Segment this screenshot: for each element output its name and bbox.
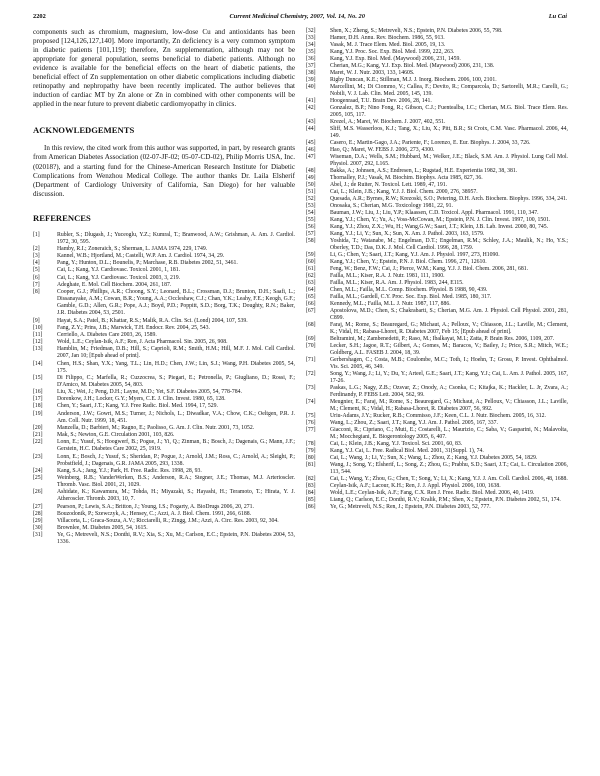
reference-number: [18] xyxy=(33,403,43,410)
reference-item xyxy=(33,411,295,425)
reference-text: Kang, Y.J.; Zhou, Z.X.; Wu, H.; Wang,G.W.; Saari, J.T.; Klein, J.B. Lab. Invest. 2000, 80, 745. xyxy=(330,224,549,230)
reference-item xyxy=(306,497,568,504)
reference-text: Feng, W.; Benz, F.W.; Cai, J.; Pierce, W.M.; Kang, Y.J. J. Biol. Chem. 2006, 281, 681. xyxy=(330,266,529,272)
reference-text: Wold, L.E.; Ceylan-Isik, A.F.; Fang, C.X. Ren J. Free. Radic. Biol. Med. 2006, 40, 1419. xyxy=(330,490,535,496)
reference-number: [39] xyxy=(306,77,316,83)
reference-text: Lonn, E.; Bosch, J.; Yusuf, S.; Sheridan, P.; Pogue, J.; Arnold, J.M.; Ross, C.; Arnold, A.; Sleight, P.; Probstfield, J.; Dagenais, G.R. JAMA 2005, 293, 1338. xyxy=(57,453,295,467)
reference-item xyxy=(306,490,568,497)
reference-number: [37] xyxy=(306,63,316,69)
reference-item xyxy=(306,105,568,119)
reference-text: Thornalley, P.J.; Vasak, M. Biochim. Biophys. Acta 1985, 827, 36. xyxy=(330,175,483,181)
reference-text: Uriu-Adams, J.Y.; Rucker, R.B.; Commisso, J.F.; Keen, C.L. J. Nutr. Biochem. 2005, 16, 312. xyxy=(330,413,546,419)
reference-text: Cai, L.; Kang, Y.J. Cardiovasc. Toxicol. 2003, 3, 219. xyxy=(57,274,181,281)
reference-text: Ye, G.; Metreveli, N.S.; Donthi, R.V.; Xia, S.; Xu, M.; Carlson, E.C.; Epstein, P.N. Diabetes 2004, 53, 1336. xyxy=(57,532,295,546)
reference-text: Chen, H.S.; Shan, Y.X.; Yang, T.L.; Lin, H.D.; Chen, J.W.; Lin, S.J.; Wang, P.H. Diabetes 2005, 54, 175. xyxy=(57,360,295,374)
reference-item xyxy=(33,275,295,282)
reference-item xyxy=(306,308,568,322)
reference-number: [58] xyxy=(306,238,316,244)
reference-number: [59] xyxy=(306,252,316,258)
reference-number: [12] xyxy=(33,339,43,346)
reference-item xyxy=(33,396,295,403)
reference-item xyxy=(33,454,295,468)
reference-item xyxy=(306,84,568,98)
reference-number: [33] xyxy=(306,35,316,41)
reference-text: Manzella, D.; Barbieri, M.; Ragno, E.; Paolisso, G. Am. J. Clin. Nutr. 2001, 73, 1052. xyxy=(57,424,255,431)
reference-text: Cai, L.; Kang, Y.J. Cardiovasc. Toxicol. 2001, 1, 181. xyxy=(57,267,181,274)
reference-number: [77] xyxy=(306,427,316,433)
reference-number: [78] xyxy=(306,441,316,447)
reference-number: [45] xyxy=(306,140,316,146)
reference-text: Kang, Y.J. Proc. Soc. Exp. Biol. Med. 1999, 222, 263. xyxy=(330,49,455,55)
reference-number: [30] xyxy=(33,525,43,532)
reference-number: [80] xyxy=(306,455,316,461)
reference-number: [86] xyxy=(306,504,316,510)
reference-text: Bakka, A.; Johnsen, A.S.; Endresen, L.; Rugstad, H.E. Experientia 1982, 38, 381. xyxy=(330,168,518,174)
reference-number: [57] xyxy=(306,231,316,237)
reference-item xyxy=(306,147,568,154)
reference-text: Ceylan-Isik, A.F.; Lacour, K.H.; Ren, J. J. Appl. Physiol. 2006, 100, 1638. xyxy=(330,483,501,489)
reference-number: [49] xyxy=(306,175,316,181)
reference-text: Di Filippo, C.; Marfella, R.; Cuzzocrea, S.; Piegari, E.; Petronella, P.; Giugliano, D.; Rossi, F.; D'Amico, M. Diabetes 2005, 54, 803. xyxy=(57,374,295,388)
reference-item xyxy=(33,375,295,389)
reference-text: Beltramini, M.; Zambenedetti, P.; Raso, M.; Ibalkayat, M.I.; Zatta, P. Brain Res. 2006, 1109, 207. xyxy=(330,336,555,342)
reference-text: Ye, G.; Metreveli, N.S.; Ren, J.; Epstein, P.N. Diabetes 2003, 52, 777. xyxy=(330,504,491,510)
reference-text: Fang, Z.Y.; Prins, J.B.; Marwick, T.H. Endocr. Rev. 2004, 25, 543. xyxy=(57,324,210,331)
reference-item xyxy=(306,399,568,413)
reference-number: [26] xyxy=(33,489,43,496)
reference-item xyxy=(306,448,568,455)
reference-item xyxy=(306,203,568,210)
reference-item xyxy=(306,63,568,70)
reference-number: [5] xyxy=(33,267,40,274)
reference-text: Rigby Duncan, K.E.; Stillman, M.J. J. Inorg. Biochem. 2006, 100, 2101. xyxy=(330,77,497,83)
reference-number: [46] xyxy=(306,147,316,153)
reference-text: Kang, Y.J. Exp. Biol. Med. (Maywood) 2006, 231, 1459. xyxy=(330,56,461,62)
reference-item xyxy=(306,77,568,84)
reference-item xyxy=(33,518,295,525)
reference-text: Liang, Q.; Carlson, E.C.; Donthi, R.V.; Kralik, P.M.; Shen, X.; Epstein, P.N. Diabetes 2002, 51, 174. xyxy=(330,497,561,503)
reference-item xyxy=(306,182,568,189)
reference-number: [67] xyxy=(306,308,316,314)
reference-text: Hoogenraad, T.U. Brain Dev. 2006, 28, 141. xyxy=(330,98,432,104)
reference-number: [31] xyxy=(33,532,43,539)
reference-text: Kang, Y.J.; Chen, Y.; Yu, A.; Voss-McCowan, M.; Epstein, P.N. J. Clin. Invest. 1997, 100, 1501. xyxy=(330,217,551,223)
reference-text: Cai, L.; Klein, J.B.; Kang, Y.J. J. Biol. Chem. 2000, 276, 38957. xyxy=(330,189,478,195)
reference-text: Krezel, A.; Maret, W. Biochem. J. 2007, 402, 551. xyxy=(330,119,446,125)
reference-text: Cai, L.; Klein, J.B.; Kang, Y.J. Toxicol. Sci. 2001, 60, 83. xyxy=(330,441,463,447)
reference-text: Hamblin, M.; Friedman, D.B.; Hill, S.; Caprioli, R.M.; Smith, H.M.; Hill, M.F. J. Mol. Cell Cardiol. 2007, Jan 10; [Epub ahead of print]. xyxy=(57,346,295,360)
reference-item xyxy=(33,489,295,503)
reference-text: Hao, Q.; Maret, W. FEBS J. 2006, 273, 4300. xyxy=(330,147,435,153)
reference-item xyxy=(306,168,568,175)
reference-text: Kannel, W.B.; Hjortland, M.; Castelli, W.P. Am. J. Cardiol. 1974, 34, 29. xyxy=(57,253,225,260)
reference-text: Li, G.; Chen, Y.; Saari, J.T.; Kang, Y.J. Am. J. Physiol. 1997, 273, H1090. xyxy=(330,252,500,258)
reference-item xyxy=(306,210,568,217)
reference-text: Cooper, G.J.; Phillips, A.R.; Choong, S.Y.; Leonard, B.L.; Crossman, D.J.; Brunton, D.H.; Saafi, L.; Dissanayake, A.M.; Cowan, B.R.; Young, A.A.; Occleshaw, C.J.; Chan, Y.K.; Leahy, F.E.; Keogh, G.F.; Gamble, G.D.; Allen, G.R.; Pope, A.J.; Boyd, P.D.; Poppitt, S.D.; Borg, T.K.; Doughty, R.N.; Baker, J.R. Diabetes 2004, 53, 2501. xyxy=(57,288,295,317)
reference-item xyxy=(33,282,295,289)
reference-number: [48] xyxy=(306,168,316,174)
reference-number: [82] xyxy=(306,476,316,482)
reference-item xyxy=(306,322,568,336)
reference-item xyxy=(306,385,568,399)
reference-text: Paskas, L.G.; Nagy, Z.B.; Ozsvar, Z.; Onody, A.; Csonka, C.; Kitajka, K.; Hackler, L. Jr, Zvara, A.; Ferdinandy, P. FEBS Lett. 2004, 562, 99. xyxy=(330,385,568,398)
reference-text: Bauman, J.W.; Liu, J.; Liu, Y.P.; Klaassen, C.D. Toxicol. Appl. Pharmacol. 1991, 110, 347. xyxy=(330,210,539,216)
reference-text: Sliff, M.S. Wasserloos, K.J.; Tang, X.; Liu, X.; Pitt, B.R.; St Croix, C.M. Vasc. Pharmacol. 2006, 44, 149. xyxy=(330,126,568,139)
reference-number: [9] xyxy=(33,317,40,324)
reference-item xyxy=(306,336,568,343)
reference-number: [29] xyxy=(33,517,43,524)
reference-text: Wang, L.; Zhou, Z.; Saari, J.T.; Kang, Y.J. Am. J. Pathol. 2005, 167, 337. xyxy=(330,420,498,426)
reference-item xyxy=(306,371,568,385)
reference-item xyxy=(306,119,568,126)
reference-number: [15] xyxy=(33,374,43,381)
reference-text: Anderson, J.W.; Gowri, M.S.; Turner, J.; Nichols, L.; Diwadkar, V.A.; Chow, C.K.; Oeltgen, P.R. J. Am. Coll. Nutr. 1999, 18, 451. xyxy=(57,410,295,424)
reference-text: Adeghate, E. Mol. Cell Biochem. 2004, 261, 187. xyxy=(57,281,172,288)
reference-number: [64] xyxy=(306,287,316,293)
reference-number: [42] xyxy=(306,105,316,111)
reference-item xyxy=(33,439,295,453)
reference-text: Shen, X.; Zheng, S.; Metreveli, N.S.; Epstein, P.N. Diabetes 2006, 55, 798. xyxy=(330,28,503,34)
reference-number: [17] xyxy=(33,396,43,403)
reference-number: [13] xyxy=(33,346,43,353)
reference-text: Song, Y.; Wang, J.; Li, Y.; Du, Y.; Arteel, G.E.; Saari, J.T.; Kang, Y.J.; Cai, L. Am. J. Pathol. 2005, 167, 17-26. xyxy=(330,371,568,384)
reference-item xyxy=(306,343,568,357)
reference-number: [7] xyxy=(33,281,40,288)
reference-item xyxy=(33,504,295,511)
reference-text: Liu, X.; Wei, J.; Peng, D.H.; Layne, M.D.; Yet, S.F. Diabetes 2005, 54, 778-784. xyxy=(57,389,242,396)
reference-number: [51] xyxy=(306,189,316,195)
reference-number: [16] xyxy=(33,389,43,396)
reference-item xyxy=(33,346,295,360)
reference-number: [60] xyxy=(306,259,316,265)
reference-number: [72] xyxy=(306,371,316,377)
reference-item xyxy=(306,28,568,35)
reference-number: [53] xyxy=(306,203,316,209)
reference-text: Hamby, R.I.; Zoneraich, S.; Sherman, L. JAMA 1974, 229, 1749. xyxy=(57,246,208,253)
reference-text: Wold, L.E.; Ceylan-Isik, A.F.; Ren, J. Acta Pharmacol. Sin. 2005, 26, 908. xyxy=(57,339,228,346)
reference-item xyxy=(306,427,568,441)
reference-text: Casero, E.; Martin-Gago, J.A.; Pariente, F.; Lorenzo, E. Eur. Biophys. J. 2004, 33, 726. xyxy=(330,140,531,146)
reference-text: Kang, Y.J.; Chen, Y.; Epstein, P.N. J. Biol. Chem. 1996, 271, 12610. xyxy=(330,259,487,265)
reference-number: [36] xyxy=(306,56,316,62)
reference-item xyxy=(33,325,295,332)
reference-item xyxy=(306,301,568,308)
reference-text: Kang, S.A.; Jang, Y.J.; Park, H. Free. Radic. Res. 1998, 28, 93. xyxy=(57,467,202,474)
reference-text: Chen, M.L.; Failla, M.L. Comp. Biochem. Physiol. B 1988, 90, 439. xyxy=(330,287,488,293)
reference-item xyxy=(306,280,568,287)
reference-item xyxy=(33,403,295,410)
reference-item xyxy=(33,318,295,325)
reference-item xyxy=(33,232,295,246)
references-list-left xyxy=(33,232,295,547)
reference-item xyxy=(306,189,568,196)
reference-item xyxy=(33,339,295,346)
reference-number: [66] xyxy=(306,301,316,307)
reference-number: [75] xyxy=(306,413,316,419)
reference-number: [22] xyxy=(33,439,43,446)
reference-text: Ashidate, K.; Kawamura, M.; Tohda, H.; Miyazaki, S.; Hayashi, H.; Teramoto, T.; Hirata, Y. J. Atheroscler. Thromb. 2003, 10, 7. xyxy=(57,489,295,503)
reference-number: [28] xyxy=(33,510,43,517)
reference-item xyxy=(306,238,568,252)
reference-item xyxy=(306,455,568,462)
reference-number: [35] xyxy=(306,49,316,55)
reference-number: [84] xyxy=(306,490,316,496)
reference-item xyxy=(306,98,568,105)
reference-item xyxy=(33,246,295,253)
page-number: 2202 xyxy=(33,13,46,20)
reference-item xyxy=(306,49,568,56)
reference-item xyxy=(306,70,568,77)
acknowledgements-paragraph: In this review, the cited work from this author was supported, in part, by research grants from American Diabetes Association (02-07-JF-02; 05-07-CD-02), Philip Morris USA, Inc. (02018?), and a starting fund for the Chinese-American Research Institute for Diabetic Complications from Wenzhou Medical College. The author thanks Dr. Laila Elsherif (Department of Cardiology University of California, San Diego) for her valuable discussion. xyxy=(33,144,295,198)
reference-text: Dorenkow, J.H.; Locker, G.Y.; Myers, C.E. J. Clin. Invest. 1980, 65, 128. xyxy=(57,396,226,403)
reference-item xyxy=(33,253,295,260)
reference-item xyxy=(306,462,568,476)
reference-text: Quesada, A.R.; Byrnes, R.W.; Krezoski, S.O.; Petering, D.H. Arch. Biochem. Biophys. 1996, 334, 241. xyxy=(330,196,568,202)
acknowledgements-heading: ACKNOWLEDGEMENTS xyxy=(33,125,135,136)
reference-text: Hamer, D.H. Annu. Rev. Biochem. 1986, 55, 913. xyxy=(330,35,445,41)
reference-item xyxy=(33,475,295,489)
reference-item xyxy=(306,231,568,238)
reference-item xyxy=(306,266,568,273)
reference-text: Gerbershagen, C.; Costa, M.B.; Coulombe, M.C.; Toth, I.; Hoehn, T.; Grosu, P. Invest. Ophthalmol. Vis. Sci. 2005, 46, 349. xyxy=(330,357,568,370)
reference-item xyxy=(306,224,568,231)
reference-text: Weinberg, R.B.; VanderWerken, B.S.; Anderson, R.A.; Stegner, J.E.; Thomas, M.J. Arterioscler. Thromb. Vasc. Biol. 2001, 21, 1029. xyxy=(57,475,295,489)
references-heading: REFERENCES xyxy=(33,212,91,223)
reference-text: Brownlee, M. Diabetes 2005, 54, 1615. xyxy=(57,525,148,532)
reference-number: [1] xyxy=(33,231,40,238)
reference-text: Yoshida, T.; Watanabe, M.; Engelman, D.T.; Engelman, R.M.; Schley, J.A.; Maulik, N.; Ho, Y.S.; Oberley, T.D.; Das, D.K. J. Mol. Cell Cardiol. 1996, 28, 1759. xyxy=(330,238,568,251)
reference-text: Faraj, M.; Rome, S.; Beauregard, G.; Michaut, A.; Pelloux, V.; Chiasson, J.L.; Laville, M.; Clement, K.; Vidal, H.; Rabasa-Lhoret, R. Diabetes 2007, Feb 15; [Epub ahead of print]. xyxy=(330,322,568,335)
reference-number: [81] xyxy=(306,462,316,468)
reference-item xyxy=(33,361,295,375)
reference-number: [3] xyxy=(33,253,40,260)
reference-number: [56] xyxy=(306,224,316,230)
reference-number: [54] xyxy=(306,210,316,216)
reference-text: Failla, M.L.; Kiser, R.A. Am. J. Physiol. 1983, 244, E115. xyxy=(330,280,464,286)
reference-number: [76] xyxy=(306,420,316,426)
reference-text: Wang, J.; Song, Y.; Elsherif, L.; Song, Z.; Zhou, G.; Prabhu, S.D.; Saari, J.T.; Cai, L. Circulation 2006, 113, 544. xyxy=(330,462,568,475)
reference-number: [24] xyxy=(33,467,43,474)
reference-number: [4] xyxy=(33,260,40,267)
reference-number: [61] xyxy=(306,266,316,272)
reference-item xyxy=(33,511,295,518)
reference-item xyxy=(306,357,568,371)
reference-item xyxy=(306,420,568,427)
reference-number: [69] xyxy=(306,336,316,342)
reference-number: [41] xyxy=(306,98,316,104)
reference-text: Wiseman, D.A.; Wells, S.M.; Hubbard, M.; Welker, J.E.; Black, S.M. Am. J. Physiol. Lung Cell Mol. Physiol. 2007, 292, L165. xyxy=(330,154,568,167)
reference-text: Rubler, S.; Dlugash, J.; Yuceoglu, Y.Z.; Kumral, T.; Branwood, A.W.; Grishman, A. Am. J. Cardiol. 1972, 30, 595. xyxy=(57,231,295,245)
reference-number: [47] xyxy=(306,154,316,160)
reference-number: [65] xyxy=(306,294,316,300)
reference-item xyxy=(33,289,295,318)
reference-item xyxy=(306,273,568,280)
reference-text: Marcellini, M.; Di Ciommo, V.; Callea, F.; Devito, R.; Comparcola, D.; Sartorelli, M.R.; Carelli, G.; Nobili, V. J. Lab. Clin. Med. 2005, 145, 139. xyxy=(330,84,568,97)
references-list-right xyxy=(306,28,568,511)
reference-item xyxy=(306,476,568,483)
reference-number: [25] xyxy=(33,475,43,482)
reference-item xyxy=(306,126,568,140)
reference-item xyxy=(306,259,568,266)
reference-number: [40] xyxy=(306,84,316,90)
reference-text: Chen, Y.; Saari, J.T.; Kang, Y.J. Free Radic. Biol. Med. 1994, 17, 529. xyxy=(57,403,218,410)
reference-item xyxy=(306,196,568,203)
reference-number: [68] xyxy=(306,322,316,328)
reference-text: Kang, Y.J. Cai, L. Free. Radical Biol. Med. 2001, 31(Suppl. 1), 74. xyxy=(330,448,484,454)
reference-item xyxy=(306,504,568,511)
reference-item xyxy=(306,217,568,224)
reference-number: [55] xyxy=(306,217,316,223)
reference-text: Onosaka, S.; Cherian, M.G. Toxicology 1981, 22, 91. xyxy=(330,203,453,209)
reference-item xyxy=(33,468,295,475)
reference-number: [21] xyxy=(33,432,43,439)
intro-paragraph: components such as chromium, magnesium, low-dose Cu and antioxidants has been proposed [124,126,127,140]. More importantly, Zn deficiency is a very common symptom in diabetic patients [101,119]; therefore, Zn supplementation, although may not be appropriate for general population, seems beneficial to diabetic patients. Although no evidence is available for the beneficial effects on the heart of diabetic patients, the beneficial effect of Zn supplementation on other diabetic complications including diabetic retinopathy and nephropathy have been recently implicated. The author believes that induction of cardiac MT by Zn alone or Zn in combined with other components will be applied in the near future to prevent diabetic cardiomyopathy in clinics. xyxy=(33,28,295,109)
right-column xyxy=(306,28,568,511)
reference-text: Apostolova, M.D.; Chen, S.; Chakrabarti, S.; Cherian, M.G. Am. J. Physiol. Cell Physiol. 2001, 281, C899. xyxy=(330,308,568,321)
reference-text: Villacorta, L.; Graca-Souza, A.V.; Ricciarelli, R.; Zingg, J.M.; Azzi, A. Circ. Res. 2003, 92, 304. xyxy=(57,517,279,524)
reference-text: Cerriello, A. Diabetes Care 2003, 26, 1589. xyxy=(57,331,157,338)
reference-item xyxy=(306,56,568,63)
reference-text: Vasak, M. J. Trace Elem. Med. Biol. 2005, 19, 13. xyxy=(330,42,446,48)
reference-item xyxy=(306,154,568,168)
reference-text: Pang, Y.; Hunton, D.L.; Bounelis, P.; Marchase, R.B. Diabetes 2002, 51, 3461. xyxy=(57,260,238,267)
reference-number: [23] xyxy=(33,453,43,460)
reference-item xyxy=(33,267,295,274)
reference-text: Mak, S.; Newton, G.E. Circulation 2001, 103, 826. xyxy=(57,432,175,439)
reference-text: Pearson, P.; Lewis, S.A.; Britton, J.; Young, I.S.; Fogarty, A. BioDrugs 2006, 20, 271. xyxy=(57,503,254,510)
reference-item xyxy=(33,389,295,396)
reference-item xyxy=(33,525,295,532)
reference-item xyxy=(33,532,295,546)
reference-item xyxy=(33,332,295,339)
reference-text: Failla, M.L.; Gardell, C.Y. Proc. Soc. Exp. Biol. Med. 1985, 180, 317. xyxy=(330,294,492,300)
running-header xyxy=(33,10,567,23)
reference-number: [43] xyxy=(306,119,316,125)
reference-text: Maret, W. J. Nutr. 2003, 133, 1460S. xyxy=(330,70,415,76)
reference-item xyxy=(306,441,568,448)
reference-number: [19] xyxy=(33,410,43,417)
reference-number: [20] xyxy=(33,424,43,431)
journal-citation: Current Medicinal Chemistry, 2007, Vol. 14, No. 20 xyxy=(229,13,365,20)
reference-text: Cherian, M.G.; Kang, Y.J. Exp. Biol. Med. (Maywood) 2006, 231, 138. xyxy=(330,63,495,69)
reference-number: [50] xyxy=(306,182,316,188)
reference-number: [62] xyxy=(306,273,316,279)
reference-item xyxy=(33,260,295,267)
reference-number: [83] xyxy=(306,483,316,489)
reference-number: [32] xyxy=(306,28,316,34)
reference-text: Failla, M.L.; Kiser, R.A. J. Nutr. 1981, 111, 1900. xyxy=(330,273,445,279)
reference-item xyxy=(33,425,295,432)
reference-number: [70] xyxy=(306,343,316,349)
reference-item xyxy=(306,140,568,147)
reference-text: Lonn, E.; Yusuf, S.; Hoogwerf, B.; Pogue, J.; Yi, Q.; Zinman, B.; Bosch, J.; Dagenais, G.; Mann, J.F.; Gerstein, H.C. Diabetes Care 2002, 25, 1919. xyxy=(57,439,295,453)
reference-number: [8] xyxy=(33,288,40,295)
reference-number: [6] xyxy=(33,274,40,281)
running-author: Lu Cai xyxy=(548,13,567,20)
reference-text: Hayat, S.A.; Patel, B.; Khattar, R.S.; Malik, R.A. Clin. Sci. (Lond) 2004, 107, 539. xyxy=(57,317,248,324)
reference-number: [52] xyxy=(306,196,316,202)
reference-number: [38] xyxy=(306,70,316,76)
reference-number: [73] xyxy=(306,385,316,391)
reference-number: [71] xyxy=(306,357,316,363)
reference-text: Meugnier, E.; Faraj, M.; Rome, S.; Beauregard, G.; Michaut, A.; Pelloux, V.; Chiasson, J.L.; Laville, M.; Clement, K.; Vidal, H.; Rabasa-Lhoret, R. Diabetes 2007, 56, 992. xyxy=(330,399,568,412)
reference-item xyxy=(306,252,568,259)
reference-number: [11] xyxy=(33,331,43,338)
reference-item xyxy=(306,35,568,42)
reference-item xyxy=(306,294,568,301)
reference-text: Giacconi, R.; Cipriano, C.; Muti, E.; Costarelli, L.; Maurizio, C.; Saba, V.; Gasparini, N.; Malavolta, M.; Mocchegiani, E. Biogerontology 2005, 6, 407. xyxy=(330,427,568,440)
reference-item xyxy=(306,175,568,182)
reference-number: [85] xyxy=(306,497,316,503)
reference-number: [27] xyxy=(33,503,43,510)
reference-number: [2] xyxy=(33,246,40,253)
reference-number: [14] xyxy=(33,360,43,367)
reference-text: Kang, Y.J.; Li, Y.; Sun, X.; Sun, X. Am. J. Pathol. 2003, 163, 1579. xyxy=(330,231,485,237)
reference-text: Abel, J.; de Ruiter, N. Toxicol. Lett. 1989, 47, 191. xyxy=(330,182,448,188)
reference-text: Cai, L.; Wang, J.; Li, Y.; Sun, X.; Wang, L.; Zhou, Z.; Kang, Y.J. Diabetes 2005, 54, 1829. xyxy=(330,455,538,461)
reference-text: Bouzodonik, P.; Szewczyk, A.; Hensey, C.; Azzi, A. J. Biol. Chem. 1991, 266, 6188. xyxy=(57,510,252,517)
reference-number: [74] xyxy=(306,399,316,405)
reference-number: [34] xyxy=(306,42,316,48)
reference-item xyxy=(306,287,568,294)
reference-number: [10] xyxy=(33,324,43,331)
reference-text: Cai, L.; Wang, Y.; Zhou, G.; Chen, T.; Song, Y.; Li, X.; Kang, Y.J. J. Am. Coll. Cardiol. 2006, 48, 1688. xyxy=(330,476,568,482)
left-column xyxy=(33,28,295,547)
reference-number: [44] xyxy=(306,126,316,132)
reference-number: [63] xyxy=(306,280,316,286)
reference-number: [79] xyxy=(306,448,316,454)
reference-item xyxy=(306,42,568,49)
reference-text: Kennedy, M.L.; Failla, M.L. J. Nutr. 1987, 117, 886. xyxy=(330,301,451,307)
reference-item xyxy=(306,483,568,490)
reference-text: Gonzalez, B.P.; Nino Fong, R.; Gibson, C.J.; Fuentealba, I.C.; Cherian, M.G. Biol. Trace Elem. Res. 2005, 105, 117. xyxy=(330,105,568,118)
reference-text: Lecker, S.H.; Jagoe, R.T.; Gilbert, A.; Gomes, M.; Baracos, V.; Bailey, J.; Price, S.R.; Mitch, W.E.; Goldberg, A.L. FASEB J. 2004, 18, 39. xyxy=(330,343,568,356)
reference-item xyxy=(306,413,568,420)
